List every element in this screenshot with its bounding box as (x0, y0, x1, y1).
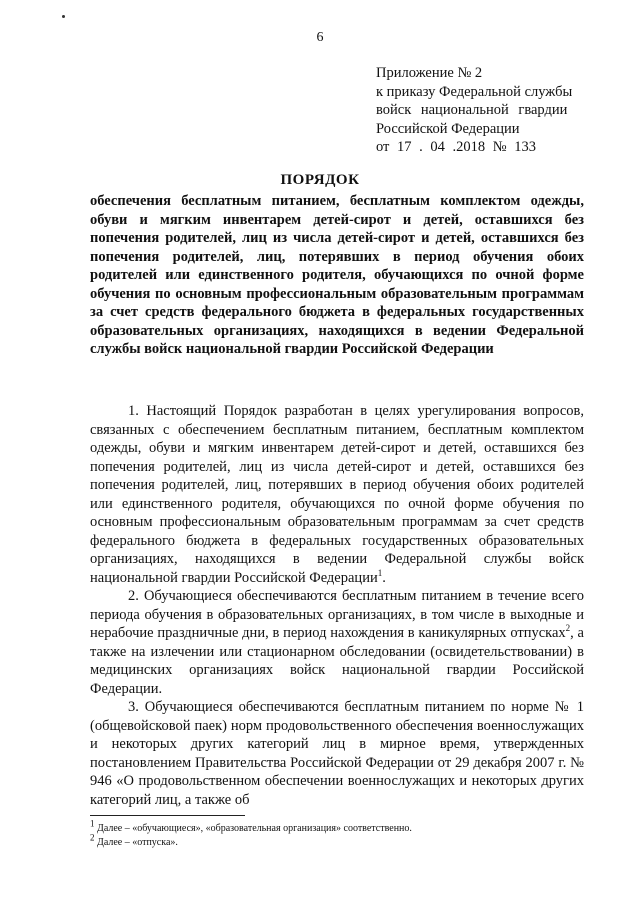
footnote-text: Далее – «отпуска». (94, 837, 178, 848)
footnote-divider (90, 815, 245, 816)
paragraph-text: 2. Обучающиеся обеспечиваются бесплатным питанием в течение всего периода обучения в образовательных организациях, в том числе в выходные и нерабочие праздничные дни, в период нахождения в каникулярных отпусках (90, 588, 584, 641)
footnote-1 (90, 818, 584, 836)
paragraph-text: 3. Обучающиеся обеспечиваются бесплатным питанием по норме № 1 (общевойсковой паек) норм продовольственного обеспечения военнослужащих и некоторых других категорий лиц в мирное время, утвержденных постановлением Правительства Российской Федерации от 29 декабря 2007 г. № 946 «О продовольственном обеспечении военнослужащих и некоторых других категорий лиц, а также об (90, 699, 584, 808)
footnote-text: Далее – «обучающиеся», «образовательная организация» соответственно. (94, 823, 412, 834)
approval-line: Российской Федерации (376, 120, 520, 137)
approval-block (376, 64, 616, 157)
document-subtitle: обеспечения бесплатным питанием, бесплатным комплектом одежды, обуви и мягким инвентарем детей-сирот и детей, оставшихся без попечения родителей, лиц из числа детей-сирот и детей, оставшихся без попечения родителей, лиц, потерявших в период обучения обоих родителей или единственного родителя, обучающихся по очной форме обучения по основным профессиональным образовательным программам за счет средств федерального бюджета в федеральных государственных образовательных организациях, находящихся в ведении Федеральной службы войск национальной гвардии Российской Федерации (90, 193, 584, 357)
paragraph-tail: . (382, 569, 386, 586)
document-title: ПОРЯДОК (280, 172, 360, 188)
page-number: 6 (316, 30, 324, 45)
paragraph-2 (90, 587, 584, 698)
approval-date-line: от 17 . 04 .2018 № 133 (376, 139, 536, 155)
approval-line: войск национальной гвардии (376, 102, 568, 118)
footnote-mark: 1 (90, 818, 95, 829)
footnote-ref: 1 (377, 567, 383, 578)
approval-line: Приложение № 2 (376, 65, 483, 81)
footnotes (90, 818, 584, 850)
paragraph-tail: , а также на излечении или стационарном обследовании (освидетельствовании) в медицинских организациях войск национальной гвардии Российской Федерации. (90, 625, 584, 697)
document-body (90, 402, 584, 809)
paragraph-1 (90, 402, 584, 587)
footnote-2 (90, 832, 584, 850)
footnote-mark: 2 (90, 832, 95, 843)
approval-line: к приказу Федеральной службы (376, 83, 573, 100)
paragraph-text: 1. Настоящий Порядок разработан в целях урегулирования вопросов, связанных с обеспечением бесплатным питанием, бесплатным комплектом одежды, обуви и мягким инвентарем детей-сирот и детей, оставшихся без попечения родителей, лиц из числа детей-сирот и детей, оставшихся без попечения родителей, лиц, потерявших в период обучения обоих родителей или единственного родителя, обучающихся по очной форме обучения по основным профессиональным образовательным программам за счет средств федерального бюджета в федеральных государственных образовательных организациях, находящихся в ведении Федеральной службы войск национальной гвардии Российской Федерации (90, 403, 584, 586)
scan-speck (62, 15, 65, 18)
paragraph-3 (90, 698, 584, 809)
footnote-ref: 2 (565, 623, 571, 634)
